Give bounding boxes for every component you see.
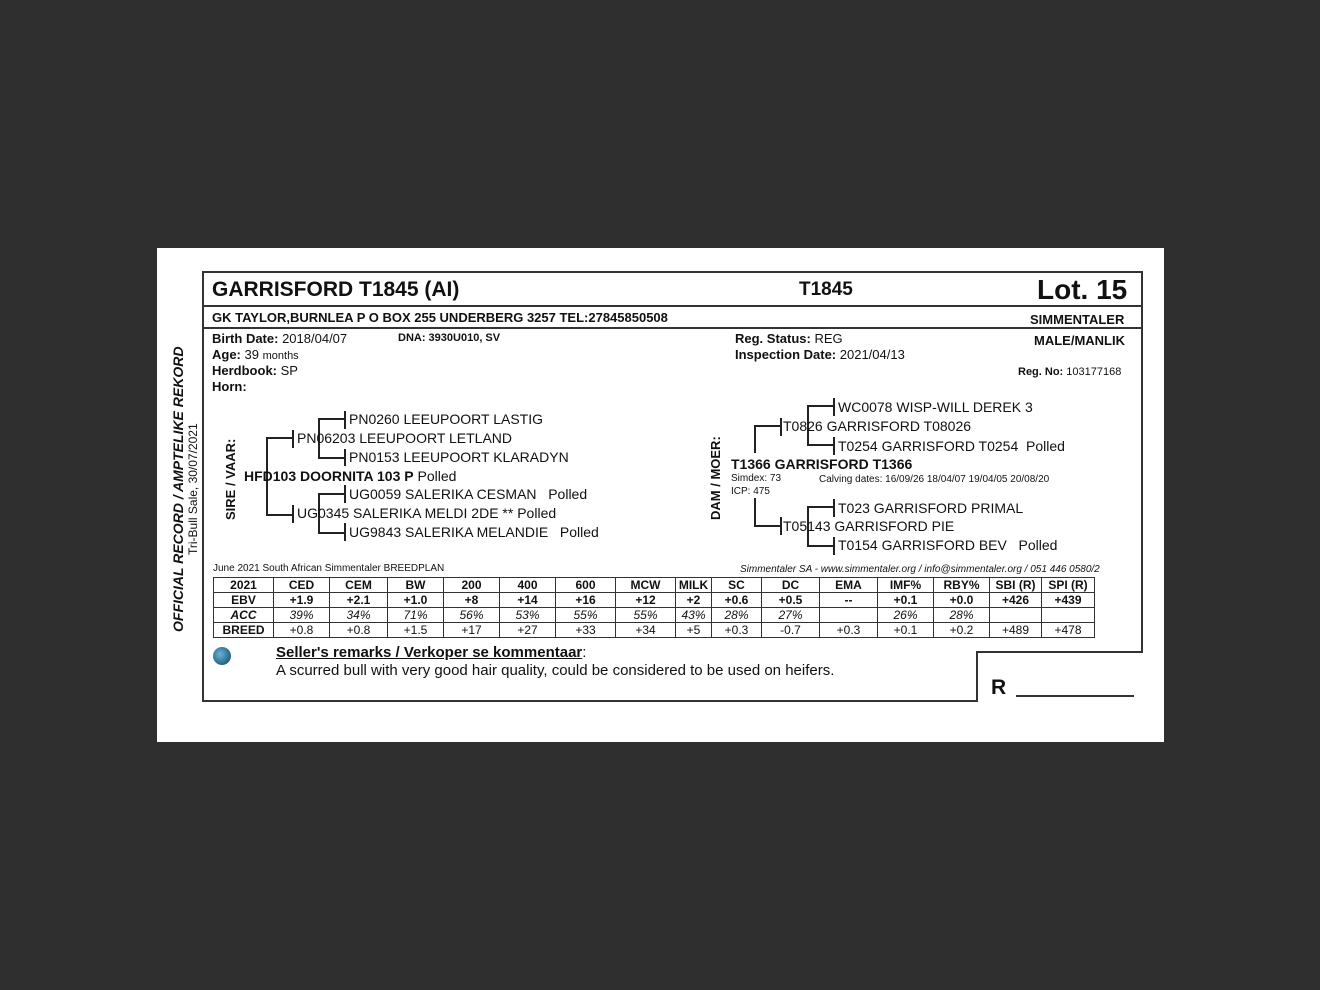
table-cell: +12 xyxy=(616,593,676,608)
header-cell: SBI (R) xyxy=(990,578,1042,593)
breedplan-contact: Simmentaler SA - www.simmentaler.org / info@simmentaler.org / 051 446 0580/2 xyxy=(740,564,1100,575)
header-cell: 400 xyxy=(500,578,556,593)
owner-address: GK TAYLOR,BURNLEA P O BOX 255 UNDERBERG 3257 TEL:27845850508 xyxy=(212,310,668,325)
table-cell: +478 xyxy=(1042,623,1095,638)
ebv-table xyxy=(213,577,1095,638)
table-cell: +426 xyxy=(990,593,1042,608)
table-cell: 27% xyxy=(762,608,820,623)
ebv-row xyxy=(214,593,1095,608)
sire-ggd2: UG9843 SALERIKA MELANDIE Polled xyxy=(349,524,599,540)
table-cell: 34% xyxy=(330,608,388,623)
header-cell: CEM xyxy=(330,578,388,593)
table-cell: +5 xyxy=(676,623,712,638)
table-cell: 43% xyxy=(676,608,712,623)
sex-label: MALE/MANLIK xyxy=(1034,333,1125,348)
sire-ggs1: PN0260 LEEUPOORT LASTIG xyxy=(349,411,544,427)
table-cell: +0.1 xyxy=(878,593,934,608)
table-cell: +2.1 xyxy=(330,593,388,608)
sire-ggd1: PN0153 LEEUPOORT KLARADYN xyxy=(349,449,569,465)
table-cell: EBV xyxy=(214,593,274,608)
dam-ggd1: T0254 GARRISFORD T0254 Polled xyxy=(838,438,1065,454)
animal-name: GARRISFORD T1845 (AI) xyxy=(212,278,460,301)
header-cell: BW xyxy=(388,578,444,593)
dam-gs1: T0826 GARRISFORD T08026 xyxy=(783,418,972,434)
remarks-label: Seller's remarks / Verkoper se kommentaar: xyxy=(276,644,587,661)
sire-name: HFD103 DOORNITA 103 P Polled xyxy=(244,468,457,484)
dna-info: DNA: 3930U010, SV xyxy=(398,332,501,344)
table-cell: +0.2 xyxy=(934,623,990,638)
globe-logo-icon xyxy=(213,647,231,665)
table-cell: +14 xyxy=(500,593,556,608)
table-cell: +0.3 xyxy=(712,623,762,638)
table-cell: +1.9 xyxy=(274,593,330,608)
age: Age: 39 months xyxy=(212,347,299,362)
table-cell: -- xyxy=(820,593,878,608)
table-cell xyxy=(990,608,1042,623)
header-cell: SPI (R) xyxy=(1042,578,1095,593)
header-cell: SC xyxy=(712,578,762,593)
table-cell: 26% xyxy=(878,608,934,623)
dam-icp: ICP: 475 xyxy=(731,486,770,497)
header-cell: 600 xyxy=(556,578,616,593)
table-cell: +0.1 xyxy=(878,623,934,638)
horn: Horn: xyxy=(212,379,247,394)
table-cell: 71% xyxy=(388,608,444,623)
official-record-label: OFFICIAL RECORD / AMPTELIKE REKORD xyxy=(170,346,186,632)
breed-row xyxy=(214,623,1095,638)
table-cell: 39% xyxy=(274,608,330,623)
table-cell: BREED xyxy=(214,623,274,638)
dam-gd2: T05143 GARRISFORD PIE xyxy=(783,518,955,534)
dam-ggs1: WC0078 WISP-WILL DEREK 3 xyxy=(838,399,1033,415)
header-cell: MCW xyxy=(616,578,676,593)
table-cell: +1.5 xyxy=(388,623,444,638)
table-cell: +489 xyxy=(990,623,1042,638)
table-cell: +0.8 xyxy=(274,623,330,638)
breedplan-caption: June 2021 South African Simmentaler BREEDPLAN xyxy=(213,563,445,574)
table-cell: 55% xyxy=(616,608,676,623)
sire-gs1: PN06203 LEEUPOORT LETLAND xyxy=(297,430,513,446)
breed-label: SIMMENTALER xyxy=(1030,312,1125,327)
table-cell: +27 xyxy=(500,623,556,638)
table-cell: 28% xyxy=(934,608,990,623)
lot-number: Lot. 15 xyxy=(1037,274,1128,305)
table-cell: -0.7 xyxy=(762,623,820,638)
table-cell: +16 xyxy=(556,593,616,608)
dam-name: T1366 GARRISFORD T1366 xyxy=(731,456,913,472)
table-cell: +33 xyxy=(556,623,616,638)
table-cell: 53% xyxy=(500,608,556,623)
table-cell: +439 xyxy=(1042,593,1095,608)
header-cell: 2021 xyxy=(214,578,274,593)
header-cell: RBY% xyxy=(934,578,990,593)
table-cell: +17 xyxy=(444,623,500,638)
dam-ggd2: T0154 GARRISFORD BEV Polled xyxy=(838,537,1058,553)
acc-row xyxy=(214,608,1095,623)
sire-ggs2: UG0059 SALERIKA CESMAN Polled xyxy=(349,486,588,502)
header-cell: 200 xyxy=(444,578,500,593)
dam-calving-dates: Calving dates: 16/09/26 18/04/07 19/04/05 20/08/20 xyxy=(819,474,1050,485)
header-cell: CED xyxy=(274,578,330,593)
remarks-text: A scurred bull with very good hair quality, could be considered to be used on heifers. xyxy=(276,662,835,679)
sale-name-label: Tri-Bull Sale, 30/07/2021 xyxy=(186,423,200,555)
reg-status: Reg. Status: REG xyxy=(735,331,843,346)
table-cell: +8 xyxy=(444,593,500,608)
reg-number: Reg. No: 103177168 xyxy=(1018,366,1122,378)
price-label: R xyxy=(991,676,1007,699)
table-cell: +0.3 xyxy=(820,623,878,638)
table-cell: ACC xyxy=(214,608,274,623)
herdbook: Herdbook: SP xyxy=(212,363,298,378)
header-cell: MILK xyxy=(676,578,712,593)
dam-ggs2: T023 GARRISFORD PRIMAL xyxy=(838,500,1024,516)
dam-simdex: Simdex: 73 xyxy=(731,473,782,484)
table-cell: 28% xyxy=(712,608,762,623)
sire-label: SIRE / VAAR: xyxy=(223,438,238,520)
table-cell: +2 xyxy=(676,593,712,608)
table-cell: 56% xyxy=(444,608,500,623)
sire-gd1: UG0345 SALERIKA MELDI 2DE ** Polled xyxy=(297,505,557,521)
header-cell: EMA xyxy=(820,578,878,593)
dam-label: DAM / MOER: xyxy=(708,436,723,520)
table-cell xyxy=(1042,608,1095,623)
table-cell: +0.8 xyxy=(330,623,388,638)
birth-date: Birth Date: 2018/04/07 xyxy=(212,331,348,346)
price-input-line[interactable] xyxy=(1016,695,1134,697)
inspection-date: Inspection Date: 2021/04/13 xyxy=(735,347,905,362)
table-cell: +0.0 xyxy=(934,593,990,608)
table-cell: +0.5 xyxy=(762,593,820,608)
header-cell: IMF% xyxy=(878,578,934,593)
table-cell xyxy=(820,608,878,623)
animal-id: T1845 xyxy=(799,279,853,300)
table-cell: 55% xyxy=(556,608,616,623)
ebv-header-row xyxy=(214,578,1095,593)
table-cell: +1.0 xyxy=(388,593,444,608)
header-cell: DC xyxy=(762,578,820,593)
table-cell: +0.6 xyxy=(712,593,762,608)
table-cell: +34 xyxy=(616,623,676,638)
